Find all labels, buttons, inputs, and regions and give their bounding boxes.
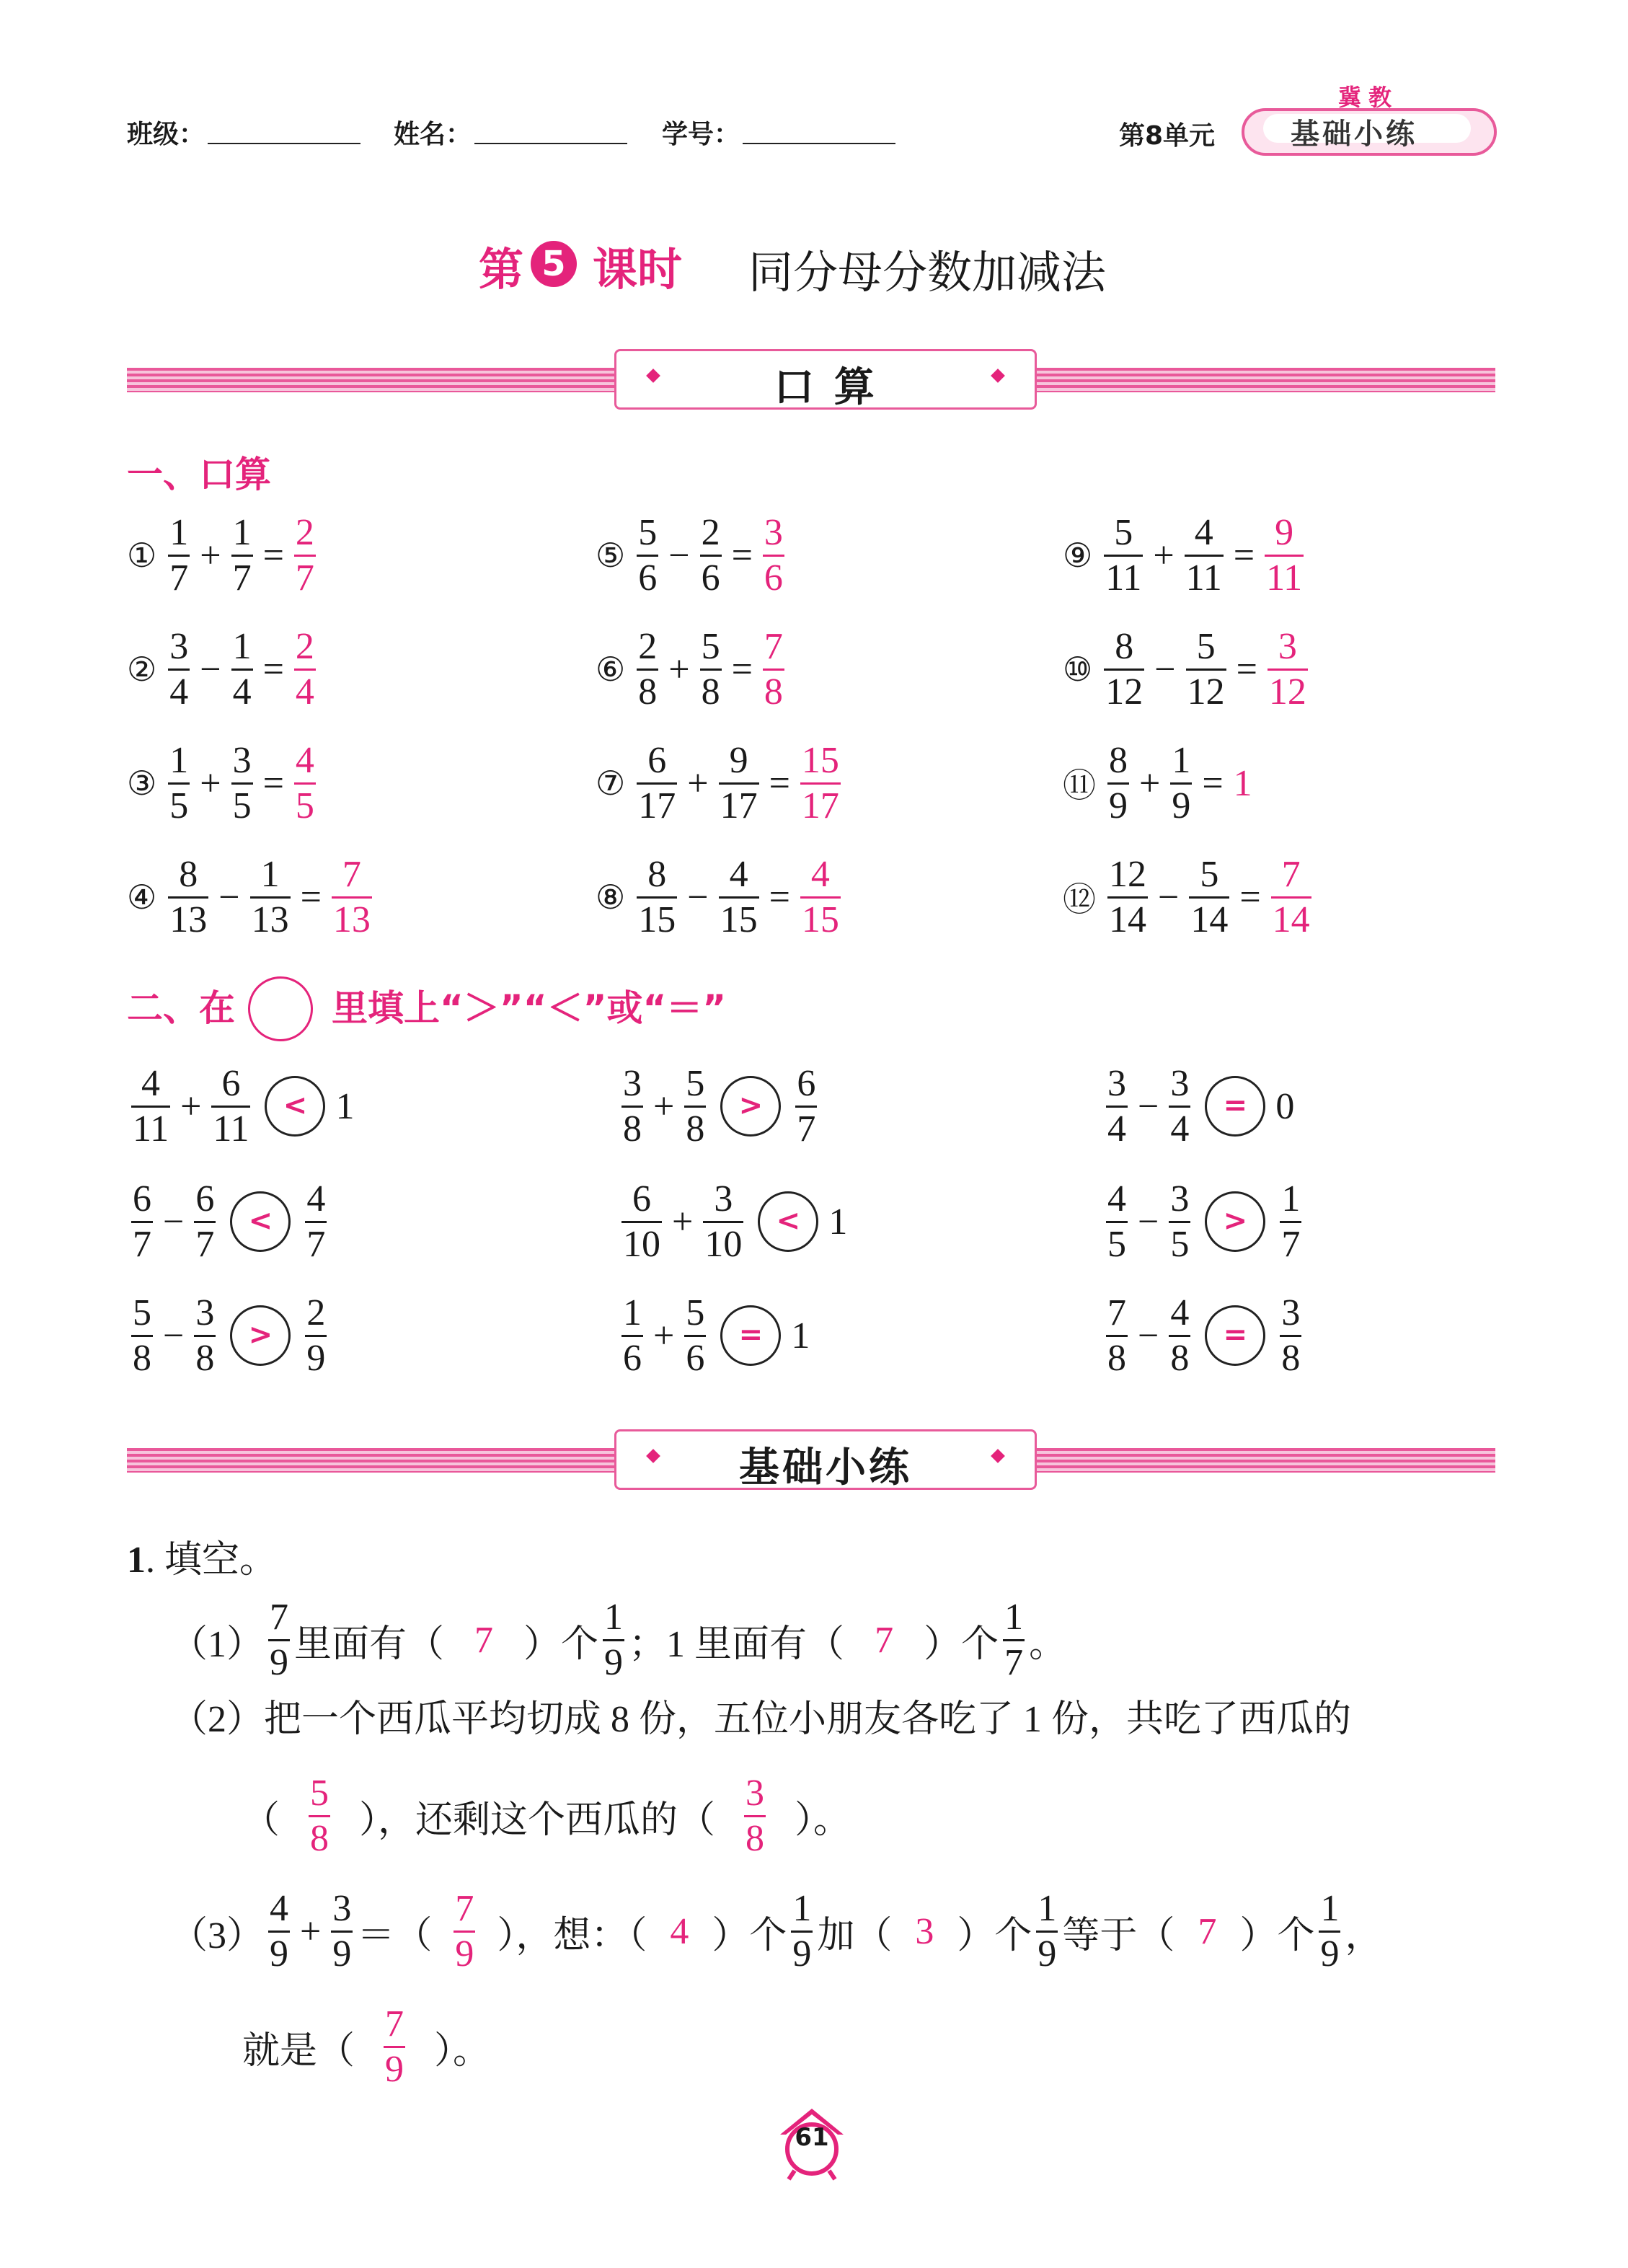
item-index: ②	[127, 650, 157, 689]
fraction: $\frac{1}{6}$	[623, 1292, 642, 1379]
fraction: $\frac{9}{17}$	[720, 739, 758, 826]
fraction: $\frac{2}{6}$	[701, 511, 720, 599]
section-title-oral: 口 算	[774, 364, 877, 411]
fraction: $\frac{3}{5}$	[232, 739, 252, 826]
equals: =	[262, 762, 284, 804]
fraction: $\frac{1}{7}$	[232, 511, 252, 599]
compare-item	[127, 1285, 331, 1386]
fraction: $\frac{3}{8}$	[623, 1062, 642, 1150]
operator: −	[1154, 648, 1176, 690]
fraction: $\frac{4}{15}$	[720, 853, 758, 940]
fraction: $\frac{4}{11}$	[133, 1062, 169, 1150]
q2-text: 把一个西瓜平均切成 8 份，五位小朋友各吃了 1 份，共吃了西瓜的	[264, 1698, 1352, 1740]
compare-value: 0	[1275, 1085, 1295, 1127]
page-title: 同分母分数加减法	[748, 246, 1107, 299]
q3-answer-count-3[interactable]: 7	[1198, 1910, 1217, 1952]
answer-fraction[interactable]: $\frac{2}{7}$	[295, 511, 314, 599]
part2-heading-post: 里填上“＞”“＜”或“＝”	[332, 987, 727, 1029]
operator: +	[200, 762, 221, 804]
lesson-prefix: 第	[479, 243, 524, 296]
fraction: $\frac{6}{11}$	[213, 1062, 249, 1150]
equals: =	[1236, 648, 1257, 690]
fraction: $\frac{8}{9}$	[1109, 739, 1128, 826]
compare-item	[1102, 1171, 1306, 1272]
compare-value: 1	[828, 1201, 848, 1243]
q1-unit-fraction-1: $\frac{1}{9}$	[604, 1596, 624, 1683]
fraction: $\frac{2}{8}$	[638, 625, 658, 712]
equals: =	[769, 876, 790, 918]
item-index: ⑦	[596, 764, 626, 803]
page-number: 61	[795, 2123, 829, 2152]
operator: −	[1138, 1315, 1159, 1356]
answer-fraction[interactable]: $\frac{7}{8}$	[764, 625, 783, 712]
q1-unit-fraction-2: $\frac{1}{7}$	[1004, 1596, 1024, 1683]
section-box-practice	[614, 1429, 1037, 1490]
q3-answer-final[interactable]: $\frac{7}{9}$	[385, 2003, 404, 2090]
fraction: $\frac{4}{7}$	[306, 1178, 326, 1265]
fraction: $\frac{3}{8}$	[1281, 1292, 1301, 1379]
class-label: 班级：	[127, 120, 205, 149]
oral-calc-item	[1063, 847, 1316, 948]
exercise1-number: 1	[127, 1540, 146, 1581]
operator: +	[180, 1085, 202, 1127]
fraction: $\frac{5}{8}$	[701, 625, 720, 712]
answer-fraction[interactable]: $\frac{4}{15}$	[801, 853, 839, 940]
fraction: $\frac{5}{8}$	[686, 1062, 705, 1150]
equals: =	[1233, 534, 1255, 576]
fraction: $\frac{7}{8}$	[1107, 1292, 1126, 1379]
fraction: $\frac{3}{4}$	[1107, 1062, 1126, 1150]
compare-item	[1102, 1056, 1294, 1157]
fraction: $\frac{8}{12}$	[1105, 625, 1143, 712]
item-index: ⑪	[1063, 766, 1096, 805]
operator: +	[687, 762, 709, 804]
operator: +	[653, 1315, 675, 1356]
fraction: $\frac{1}{7}$	[1281, 1178, 1301, 1265]
compare-sign-circle[interactable]: <	[230, 1191, 291, 1252]
fraction: $\frac{1}{4}$	[232, 625, 252, 712]
operator: +	[200, 534, 221, 576]
compare-item	[617, 1285, 810, 1386]
operator: −	[218, 876, 240, 918]
operator: −	[1138, 1085, 1159, 1127]
q2-label: （2）	[170, 1698, 265, 1740]
unit-label: 第8单元	[1119, 121, 1216, 151]
operator: −	[1158, 876, 1180, 918]
exercise1-text: . 填空。	[146, 1540, 278, 1581]
fraction: $\frac{5}{14}$	[1190, 853, 1229, 940]
fraction: $\frac{3}{4}$	[169, 625, 189, 712]
compare-item	[1102, 1285, 1306, 1386]
operator: −	[163, 1201, 185, 1243]
operator: −	[163, 1315, 185, 1356]
compare-sign-circle[interactable]: =	[1205, 1305, 1265, 1366]
fraction: $\frac{4}{11}$	[1185, 511, 1222, 599]
section-box-oral	[614, 349, 1037, 410]
operator: +	[653, 1085, 675, 1127]
item-index: ⑨	[1063, 536, 1093, 575]
id-label: 学号：	[662, 120, 740, 149]
answer-fraction[interactable]: $\frac{3}{6}$	[764, 511, 783, 599]
compare-sign-circle[interactable]: >	[720, 1076, 781, 1137]
fraction: $\frac{5}{6}$	[638, 511, 658, 599]
compare-item	[617, 1171, 847, 1272]
badge-series-name: 基础小练	[1291, 118, 1417, 151]
name-blank[interactable]	[474, 143, 627, 144]
equals: =	[769, 762, 790, 804]
oral-calc-item	[1063, 505, 1308, 606]
fraction: $\frac{3}{4}$	[1170, 1062, 1190, 1150]
fraction: $\frac{5}{6}$	[686, 1292, 705, 1379]
oral-calc-item	[127, 847, 376, 948]
q3-answer-sum[interactable]: $\frac{7}{9}$	[455, 1887, 474, 1974]
fraction: $\frac{3}{8}$	[195, 1292, 215, 1379]
fraction: $\frac{5}{8}$	[133, 1292, 151, 1379]
q2-answer-2[interactable]: $\frac{3}{8}$	[746, 1772, 765, 1859]
part2-heading-pre: 二、在	[127, 987, 235, 1029]
item-index: ①	[127, 536, 157, 575]
oral-calc-item	[1063, 733, 1252, 834]
operator: −	[687, 876, 709, 918]
q1-fraction: $\frac{7}{9}$	[270, 1596, 289, 1683]
fraction: $\frac{12}{14}$	[1109, 853, 1146, 940]
q2-line-2: （ $\frac{5}{8}$ ），还剩这个西瓜的（ $\frac{3}{8}$ ）。	[242, 1772, 851, 1859]
compare-sign-circle[interactable]: =	[720, 1305, 781, 1366]
q1-answer-2[interactable]: 7	[875, 1619, 894, 1661]
q3-answer-count-1[interactable]: 4	[670, 1910, 689, 1952]
item-index: ⑧	[596, 878, 626, 917]
fraction: $\frac{6}{7}$	[195, 1178, 215, 1265]
operator: +	[1153, 534, 1174, 576]
badge-publisher: 冀教	[1338, 84, 1399, 111]
q1-answer-1[interactable]: 7	[474, 1619, 494, 1661]
equals: =	[731, 534, 753, 576]
answer-value[interactable]: 1	[1233, 762, 1252, 804]
operator: −	[668, 534, 690, 576]
item-index: ⑩	[1063, 650, 1093, 689]
item-index: ③	[127, 764, 157, 803]
q3-answer-count-2[interactable]: 3	[915, 1910, 934, 1952]
fraction: $\frac{1}{9}$	[1172, 739, 1191, 826]
equals: =	[1202, 762, 1224, 804]
oral-calc-item	[127, 733, 320, 834]
lesson-suffix: 课时	[593, 243, 683, 296]
operator: −	[1138, 1201, 1159, 1243]
q2-line-1	[170, 1679, 1351, 1751]
oral-calc-item	[596, 847, 845, 948]
lesson-number: 5	[531, 241, 577, 287]
blank-circle-icon	[248, 976, 313, 1041]
compare-sign-circle[interactable]: >	[1205, 1191, 1265, 1252]
item-index: ④	[127, 878, 157, 917]
item-index: ⑤	[596, 536, 626, 575]
fraction: $\frac{6}{7}$	[797, 1062, 816, 1150]
q3-line-1: （3） $\frac{4}{9}$ + $\frac{3}{9}$ ＝（ $\frac{7}{9}$ ），想：（ 4 ）个 $\frac{1}{9}$ 加（ 3 ）个 $\frac{1}{9}$ 等于（ 7 ）个 $\frac{1}{9}$ ，	[170, 1887, 1383, 1974]
fraction: $\frac{8}{13}$	[169, 853, 208, 940]
exercise1-heading	[127, 1529, 277, 1583]
q1-line: （1） $\frac{7}{9}$ 里面有（ 7 ）个 $\frac{1}{9}$ ；1 里面有（ 7 ）个 $\frac{1}{7}$ 。	[170, 1596, 1067, 1683]
fraction: $\frac{6}{7}$	[133, 1178, 151, 1265]
answer-fraction[interactable]: $\frac{15}{17}$	[801, 739, 839, 826]
equals: =	[731, 648, 753, 690]
answer-fraction[interactable]: $\frac{4}{5}$	[295, 739, 314, 826]
fraction: $\frac{4}{8}$	[1170, 1292, 1190, 1379]
oral-calc-item	[1063, 619, 1312, 720]
fraction: $\frac{1}{5}$	[169, 739, 189, 826]
part1-heading: 一、口算	[127, 454, 271, 495]
operator: +	[668, 648, 690, 690]
answer-fraction[interactable]: $\frac{7}{13}$	[332, 853, 371, 940]
item-index: ⑥	[596, 650, 626, 689]
fraction: $\frac{3}{5}$	[1170, 1178, 1190, 1265]
fraction: $\frac{6}{17}$	[638, 739, 676, 826]
fraction: $\frac{2}{9}$	[306, 1292, 326, 1379]
fraction: $\frac{3}{10}$	[704, 1178, 743, 1265]
compare-sign-circle[interactable]: <	[758, 1191, 818, 1252]
q2-answer-1[interactable]: $\frac{5}{8}$	[310, 1772, 329, 1859]
answer-fraction[interactable]: $\frac{9}{11}$	[1266, 511, 1303, 599]
q1-label: （1）	[170, 1623, 265, 1665]
q3-line-2: 就是（ $\frac{7}{9}$ ）。	[242, 2003, 491, 2090]
operator: +	[1139, 762, 1161, 804]
oral-calc-item	[127, 505, 320, 606]
compare-sign-circle[interactable]: <	[265, 1076, 325, 1137]
compare-value: 1	[335, 1085, 355, 1127]
compare-item	[127, 1056, 354, 1157]
fraction: $\frac{1}{13}$	[251, 853, 289, 940]
operator: −	[200, 648, 221, 690]
id-blank[interactable]	[743, 143, 895, 144]
oral-calc-item	[596, 505, 789, 606]
oral-calc-item	[596, 733, 845, 834]
answer-fraction[interactable]: $\frac{2}{4}$	[295, 625, 314, 712]
answer-fraction[interactable]: $\frac{3}{12}$	[1268, 625, 1306, 712]
compare-sign-circle[interactable]: =	[1205, 1076, 1265, 1137]
fraction: $\frac{5}{11}$	[1105, 511, 1142, 599]
fraction: $\frac{5}{12}$	[1187, 625, 1225, 712]
equals: =	[262, 648, 284, 690]
equals: =	[1239, 876, 1261, 918]
q3-label: （3）	[170, 1915, 265, 1956]
item-index: ⑫	[1063, 880, 1096, 919]
oral-calc-item	[127, 619, 320, 720]
name-label: 姓名：	[394, 120, 472, 149]
class-blank[interactable]	[208, 143, 360, 144]
compare-item	[127, 1171, 331, 1272]
fraction: $\frac{6}{10}$	[623, 1178, 660, 1265]
equals: =	[300, 876, 322, 918]
oral-calc-item	[596, 619, 789, 720]
compare-value: 1	[791, 1315, 810, 1356]
fraction: $\frac{1}{7}$	[169, 511, 189, 599]
fraction: $\frac{8}{15}$	[638, 853, 676, 940]
fraction: $\frac{4}{5}$	[1107, 1178, 1126, 1265]
compare-item	[617, 1056, 821, 1157]
equals: =	[262, 534, 284, 576]
compare-sign-circle[interactable]: >	[230, 1305, 291, 1366]
answer-fraction[interactable]: $\frac{7}{14}$	[1272, 853, 1310, 940]
operator: +	[672, 1201, 694, 1243]
section-title-practice: 基础小练	[739, 1444, 912, 1491]
